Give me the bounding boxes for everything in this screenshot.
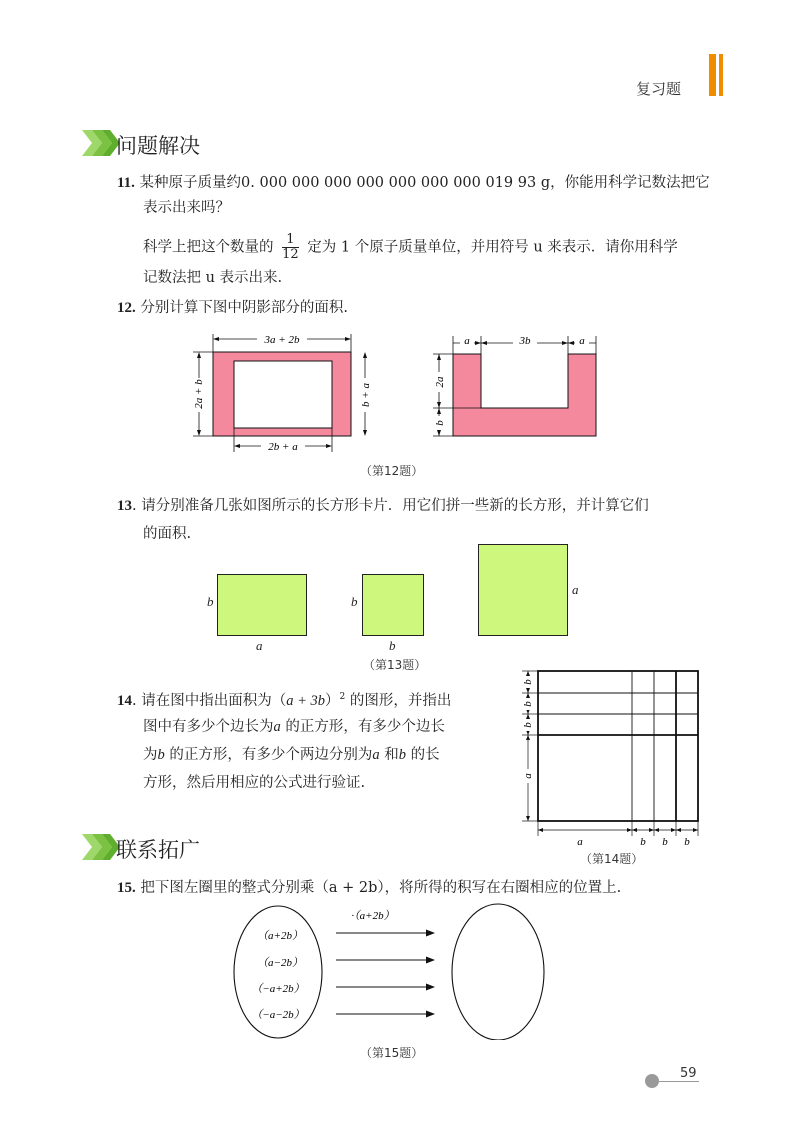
q14-text-1c: 的图形，并指出 [345,692,452,709]
q14-var-b: b [157,747,165,763]
q14-line1 [117,686,451,712]
fraction-numerator: 1 [282,233,299,248]
fraction-one-twelfth [282,233,299,262]
q14-var-a2: a [372,747,380,763]
q13-number: 13 [117,498,132,514]
q11-number: 11. [117,175,135,191]
q14-grid-figure [508,664,704,852]
q12-fig1-top-label: 3a + 2b [264,334,300,346]
q12-fig1-bottom-label: 2b + a [268,441,298,453]
q12-fig2-top-mid-label: 3b [519,335,531,347]
q12-fig2-top-right-label: a [579,335,585,347]
q14-text-2a: 图中有多少个边长为 [143,719,274,735]
q14-expression: a + 3b [286,692,326,709]
q11-line3 [143,233,678,262]
q11-line4: 记数法把 u 表示出来. [143,270,283,286]
q15-number: 15. [117,880,136,896]
q15-item-2: （a−2b） [257,957,303,969]
q15-figure [228,900,558,1040]
q15-item-4: （−a−2b） [251,1009,305,1021]
q14-exponent: 2 [339,692,346,702]
q14-left-b1-label: b [522,679,534,685]
header-accent-bar [709,54,716,96]
q14-caption: （第14题） [580,852,644,866]
q13-card1-side-label: b [207,594,214,609]
chevron-arrows-icon-2 [80,832,120,862]
q14-bottom-a-label: a [577,836,583,848]
page-number: 59 [680,1066,697,1081]
q14-left-b3-label: b [522,722,534,728]
fraction-denominator: 12 [282,247,299,262]
q14-text-3c: 和 [379,747,399,763]
q11-line2: 表示出来吗？ [143,200,230,216]
q12-figure [185,328,615,463]
q13-card-aa [478,544,568,636]
q12-caption: （第12题） [360,464,424,478]
q13-caption: （第13题） [363,658,427,672]
q14-number: 14 [117,692,132,709]
q13-card3-side-label: a [572,582,579,597]
q13-line2: 的面积. [143,526,192,542]
page-rule [659,1081,699,1082]
q13-text-line1: . 请分别准备几张如图所示的长方形卡片．用它们拼一些新的长方形，并计算它们 [132,498,649,514]
q13-card2-side-label: b [351,594,358,609]
q12-line [117,298,348,318]
q14-text-3b: 的正方形，有多少个两边分别为 [164,747,373,763]
q14-bottom-b2-label: b [662,836,668,848]
q15-line [117,878,621,898]
q15-item-3: （−a+2b） [251,983,305,995]
q14-text-3a: 为 [143,747,158,763]
q12-fig2-top-left-label: a [464,335,470,347]
q14-text-1a: . 请在图中指出面积为（ [132,692,287,709]
q12-text: 分别计算下图中阴影部分的面积. [140,300,348,316]
q14-bottom-b1-label: b [640,836,646,848]
q15-right-ellipse [452,904,544,1040]
section-title-problem-solving: 问题解决 [116,134,200,158]
q14-var-b2: b [398,747,406,763]
q11-text-line1: 某种原子质量约0. 000 000 000 000 000 000 000 019 93 g，你能用科学记数法把它 [139,175,710,191]
q15-caption: （第15题） [360,1046,424,1060]
q14-text-2b: 的正方形，有多少个边长 [280,719,445,735]
q13-card-ab [217,574,307,636]
chevron-arrows-icon [80,128,120,158]
q12-fig1-right-label: b + a [360,383,372,407]
q12-fig2-left-bottom-label: b [434,420,446,426]
page-dot-icon [645,1074,659,1088]
q14-bottom-b3-label: b [684,836,690,848]
q11-text-line3a: 科学上把这个数量的 [143,239,274,256]
q14-left-b2-label: b [522,701,534,707]
q13-line1 [117,496,649,516]
header-title: 复习题 [636,80,682,98]
q13-card-bb [362,574,424,636]
q12-number: 12. [117,300,136,316]
q14-line3 [143,744,440,766]
section-title-extension: 联系拓广 [116,838,200,862]
q15-multiplier-label: ·（a+2b） [351,910,395,922]
q13-card1-bottom-label: a [256,638,263,653]
q12-fig1-left-label: 2a + b [193,379,205,409]
q13-card2-bottom-label: b [389,638,396,653]
q11-line1 [117,173,710,193]
q11-text-line3b: 定为 1 个原子质量单位，并用符号 u 来表示．请你用科学 [307,239,678,256]
header-accent-bar-thin [719,54,723,96]
q14-text-1b: ） [325,692,340,709]
q14-left-a-label: a [522,773,534,779]
q14-line4: 方形，然后用相应的公式进行验证. [143,775,366,791]
q12-fig1-inner-rect [234,361,332,428]
q15-item-1: （a+2b） [257,930,303,942]
q14-text-3d: 的长 [405,747,440,763]
q12-fig2-left-top-label: 2a [434,376,446,388]
q14-var-a: a [273,719,281,735]
q15-text: 把下图左圈里的整式分别乘（a + 2b），将所得的积写在右圈相应的位置上. [140,880,622,896]
q14-line2 [143,716,445,738]
q12-fig2-u-shape [453,354,596,436]
